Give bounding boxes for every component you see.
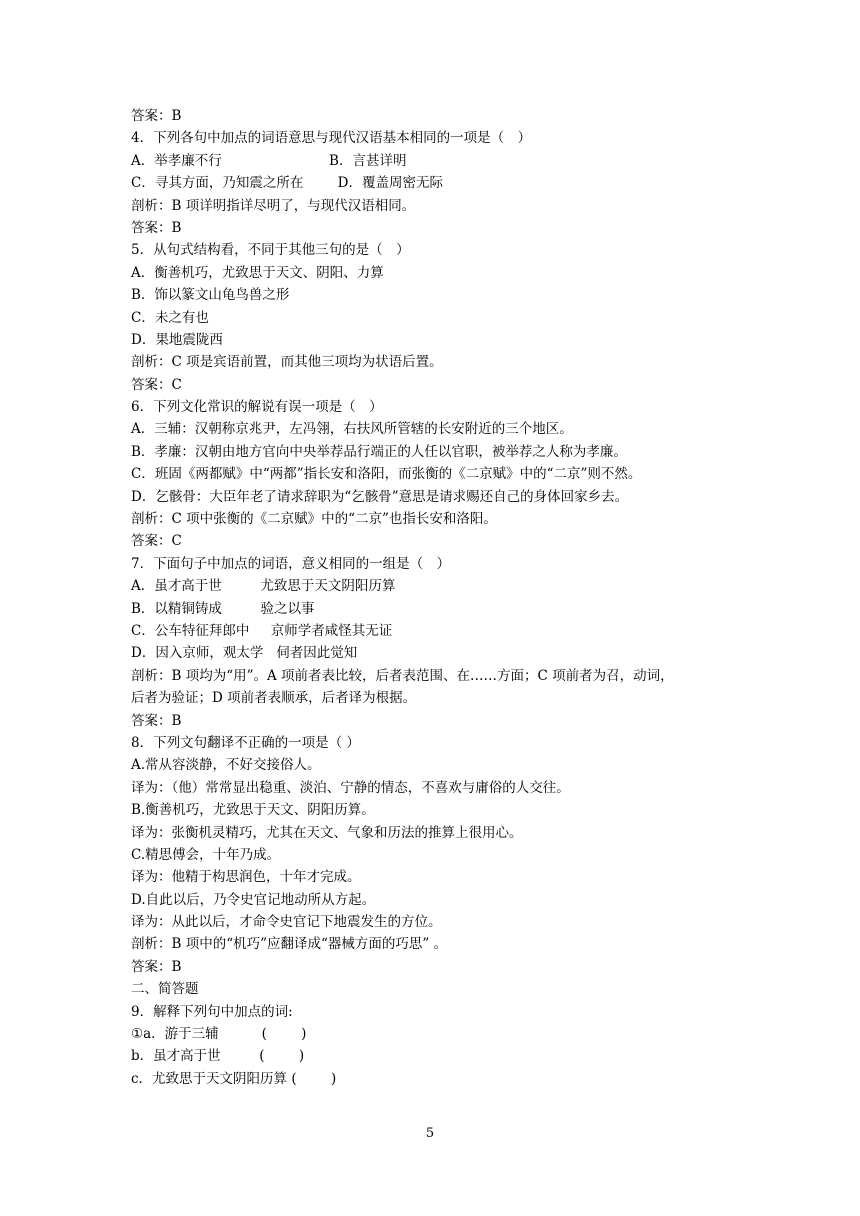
question-6-option-a: A．三辅：汉朝称京兆尹，左冯翎，右扶风所管辖的长安附近的三个地区。	[131, 421, 573, 438]
question-9-item-a: ①a．游于三辅 ( )	[131, 1026, 307, 1043]
question-8-option-a: A.常从容淡静，不好交接俗人。	[131, 757, 321, 774]
question-4-options-ab: A．举孝廉不行 B．言甚详明	[131, 152, 407, 169]
question-7-option-d: D．因入京师，观太学 伺者因此觉知	[131, 645, 358, 662]
question-7-option-c: C．公车特征拜郎中 京师学者咸怪其无证	[131, 622, 393, 639]
question-8: 8．下列文句翻译不正确的一项是（ ）	[131, 734, 360, 751]
question-8-translation-d: 译为：从此以后，才命令史官记下地震发生的方位。	[131, 914, 442, 931]
question-8-option-c: C.精思傅会，十年乃成。	[131, 846, 281, 863]
answer-7: 答案：B	[131, 712, 182, 729]
answer-4: 答案：B	[131, 219, 182, 236]
analysis-5: 剖析：C 项是宾语前置，而其他三项均为状语后置。	[131, 354, 443, 371]
question-4-options-cd: C．寻其方面，乃知震之所在 D．覆盖周密无际	[131, 175, 443, 192]
analysis-7-line-2: 后者为验证；D 项前者表顺承，后者译为根据。	[131, 690, 417, 707]
question-8-option-b: B.衡善机巧，尤致思于天文、阴阳历算。	[131, 802, 375, 819]
question-9-item-b: b．虽才高于世 ( )	[131, 1048, 305, 1065]
question-7: 7．下面句子中加点的词语，意义相同的一组是（ ）	[131, 555, 451, 572]
question-8-translation-c: 译为：他精于构思润色，十年才完成。	[131, 869, 361, 886]
question-8-option-d: D.自此以后，乃令史官记地动所从方起。	[131, 891, 376, 908]
question-6-option-b: B．孝廉：汉朝由地方官向中央举荐品行端正的人任以官职，被举荐之人称为孝廉。	[131, 443, 627, 460]
question-9-item-c: c．尤致思于天文阴阳历算 ( )	[131, 1070, 337, 1087]
analysis-7-line-1: 剖析：B 项均为“用”。A 项前者表比较，后者表范围、在……方面；C 项前者为召，动词，	[131, 667, 674, 684]
question-5: 5．从句式结构看，不同于其他三句的是（ ）	[131, 242, 410, 259]
question-5-option-c: C．未之有也	[131, 309, 209, 326]
answer-3: 答案：B	[131, 108, 182, 124]
question-5-option-d: D．果地震陇西	[131, 331, 223, 348]
question-6: 6．下列文化常识的解说有误一项是（ ）	[131, 399, 383, 416]
answer-5: 答案：C	[131, 376, 182, 393]
question-8-translation-b: 译为：张衡机灵精巧，尤其在天文、气象和历法的推算上很用心。	[131, 824, 523, 841]
analysis-8: 剖析：B 项中的“机巧”应翻译成“器械方面的巧思” 。	[131, 936, 448, 953]
question-4: 4．下列各句中加点的词语意思与现代汉语基本相同的一项是（ ）	[131, 130, 532, 147]
question-6-option-d: D．乞骸骨：大臣年老了请求辞职为“乞骸骨”意思是请求赐还自己的身体回家乡去。	[131, 488, 629, 505]
page-number: 5	[425, 1126, 435, 1141]
question-5-option-b: B．饰以篆文山龟鸟兽之形	[131, 287, 290, 304]
question-7-option-b: B．以精铜铸成 验之以事	[131, 600, 315, 617]
answer-8: 答案：B	[131, 958, 182, 975]
question-7-option-a: A．虽才高于世 尤致思于天文阴阳历算	[131, 578, 396, 595]
analysis-4: 剖析：B 项详明指详尽明了，与现代汉语相同。	[131, 197, 416, 214]
analysis-6: 剖析：C 项中张衡的《二京赋》中的“二京”也指长安和洛阳。	[131, 511, 497, 528]
question-8-translation-a: 译为：（他）常常显出稳重、淡泊、宁静的情态，不喜欢与庸俗的人交往。	[131, 779, 570, 796]
question-9: 9．解释下列句中加点的词:	[131, 1003, 293, 1020]
answer-6: 答案：C	[131, 533, 182, 550]
question-5-option-a: A．衡善机巧，尤致思于天文、阴阳、力算	[131, 264, 384, 281]
question-6-option-c: C．班固《两都赋》中“两都”指长安和洛阳，而张衡的《二京赋》中的“二京”则不然。	[131, 466, 642, 483]
section-heading: 二、简答题	[131, 981, 199, 998]
page-content	[131, 105, 731, 1090]
